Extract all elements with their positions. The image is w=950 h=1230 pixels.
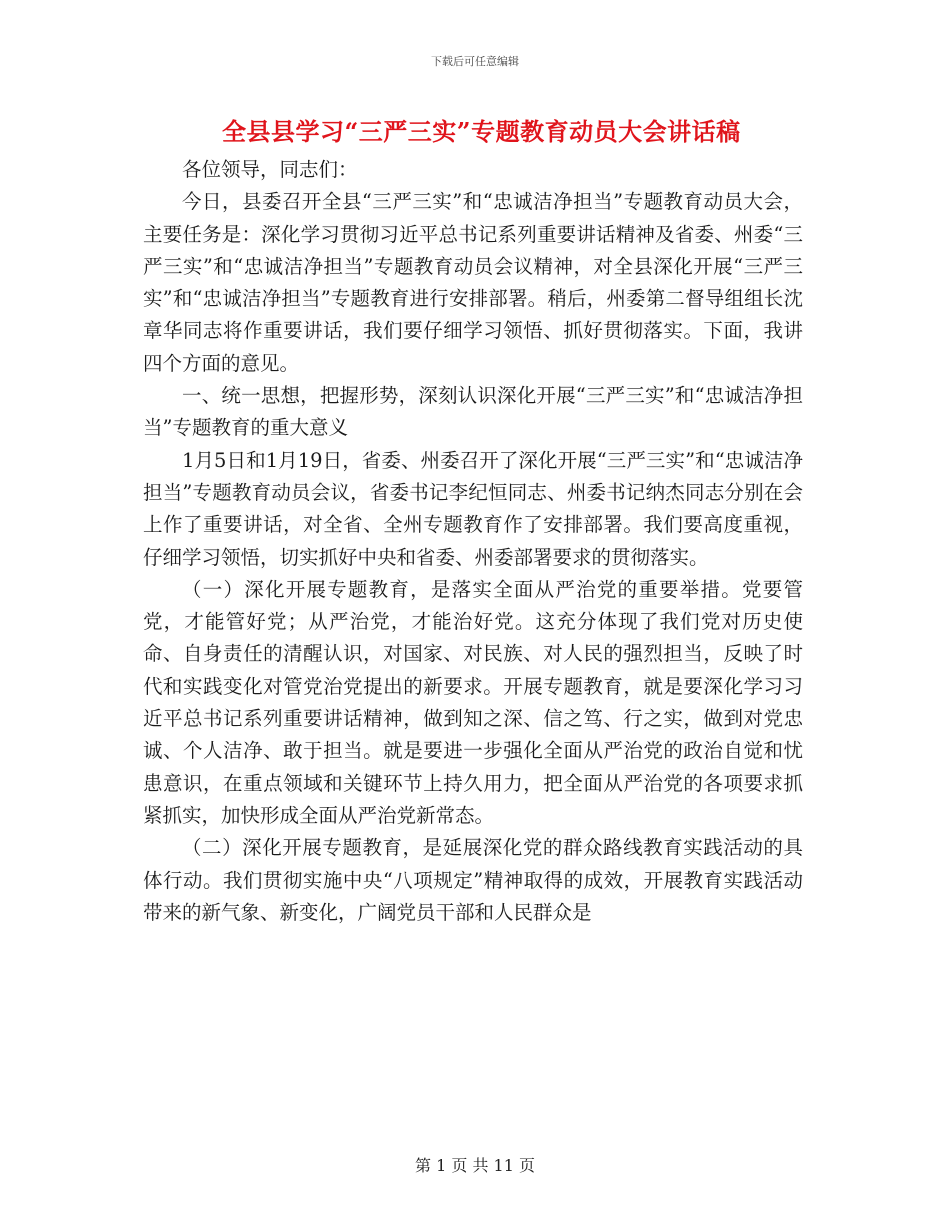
body-paragraph: （一）深化开展专题教育，是落实全面从严治党的重要举措。党要管党，才能管好党；从严治党，才能治好党。这充分体现了我们党对历史使命、自身责任的清醒认识，对国家、对民族、对人民的强烈担当，反映了时代和实践变化对管党治党提出的新要求。开展专题教育，就是要深化学习习近平总书记系列重要讲话精神，做到知之深、信之笃、行之实，做到对党忠诚、个人洁净、敢于担当。就是要进一步强化全面从严治党的政治自觉和忧患意识，在重点领域和关键环节上持久用力，把全面从严治党的各项要求抓紧抓实，加快形成全面从严治党新常态。 [143, 577, 803, 827]
document-body [143, 154, 803, 929]
body-paragraph: 1月5日和1月19日，省委、州委召开了深化开展“三严三实”和“忠诚洁净担当”专题教育动员会议，省委书记李纪恒同志、州委书记纳杰同志分别在会上作了重要讲话，对全省、全州专题教育作了安排部署。我们要高度重视，仔细学习领悟，切实抓好中央和省委、州委部署要求的贯彻落实。 [143, 448, 803, 569]
intro-paragraph: 今日，县委召开全县“三严三实”和“忠诚洁净担当”专题教育动员大会，主要任务是：深化学习贯彻习近平总书记系列重要讲话精神及省委、州委“三严三实”和“忠诚洁净担当”专题教育动员会议精神，对全县深化开展“三严三实”和“忠诚洁净担当”专题教育进行安排部署。稍后，州委第二督导组组长沈章华同志将作重要讲话，我们要仔细学习领悟、抓好贯彻落实。下面，我讲四个方面的意见。 [143, 190, 803, 375]
document-title: 全县县学习“三严三实”专题教育动员大会讲话稿 [222, 117, 741, 146]
header-note: 下载后可任意编辑 [431, 55, 519, 68]
salutation-paragraph: 各位领导，同志们： [182, 158, 358, 181]
page-number-footer: 第 1 页 共 11 页 [415, 1156, 535, 1175]
section-heading-1: 一、统一思想，把握形势，深刻认识深化开展“三严三实”和“忠诚洁净担当”专题教育的重大意义 [143, 384, 803, 440]
body-paragraph: （二）深化开展专题教育，是延展深化党的群众路线教育实践活动的具体行动。我们贯彻实施中央“八项规定”精神取得的成效，开展教育实践活动带来的新气象、新变化，广阔党员干部和人民群众是 [143, 836, 803, 924]
